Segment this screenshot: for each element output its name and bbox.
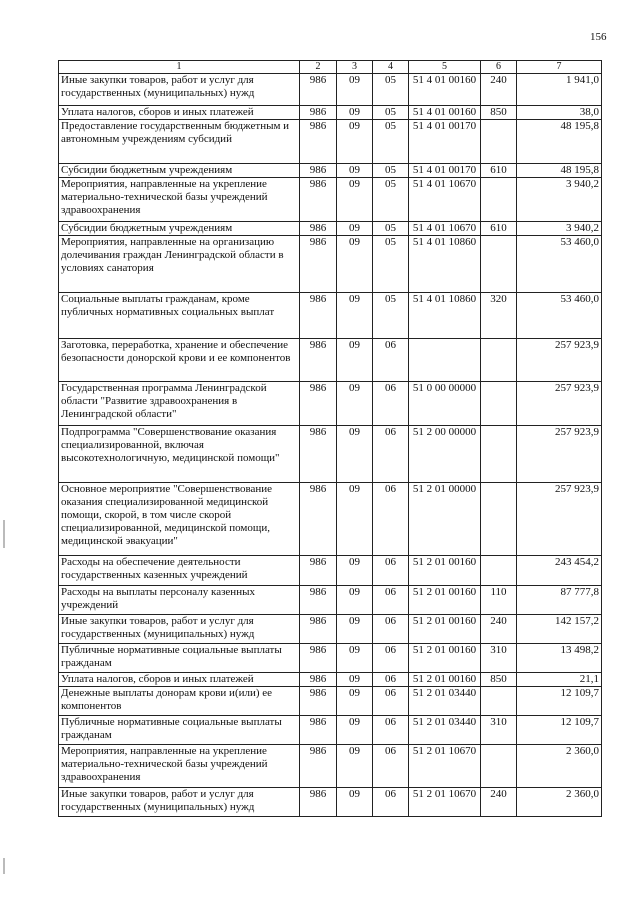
- cell-expense-type: 240: [481, 615, 517, 644]
- cell-expense-type: 610: [481, 222, 517, 236]
- cell-section: 09: [337, 426, 373, 483]
- column-header: 2: [300, 61, 337, 74]
- cell-subsection: 05: [373, 106, 409, 120]
- cell-expense-type: [481, 426, 517, 483]
- column-header: 6: [481, 61, 517, 74]
- table-row: [59, 222, 602, 236]
- cell-section: 09: [337, 745, 373, 788]
- cell-expense-type: [481, 236, 517, 293]
- cell-amount: 243 454,2: [517, 556, 602, 586]
- cell-expense-type: [481, 556, 517, 586]
- row-name: Денежные выплаты донорам крови и(или) ее компонентов: [59, 687, 300, 716]
- row-name: Государственная программа Ленинградской области "Развитие здравоохранения в Ленинградской области": [59, 382, 300, 426]
- cell-subsection: 06: [373, 745, 409, 788]
- cell-admin-code: 986: [300, 178, 337, 222]
- cell-section: 09: [337, 222, 373, 236]
- cell-admin-code: 986: [300, 556, 337, 586]
- cell-target-article: 51 4 01 10860: [409, 293, 481, 339]
- cell-expense-type: [481, 483, 517, 556]
- cell-amount: 257 923,9: [517, 339, 602, 382]
- cell-subsection: 05: [373, 120, 409, 164]
- cell-amount: 12 109,7: [517, 687, 602, 716]
- row-name: Социальные выплаты гражданам, кроме публичных нормативных социальных выплат: [59, 293, 300, 339]
- cell-admin-code: 986: [300, 293, 337, 339]
- page-number: 156: [590, 31, 607, 43]
- cell-admin-code: 986: [300, 339, 337, 382]
- cell-subsection: 05: [373, 164, 409, 178]
- cell-target-article: 51 2 01 00160: [409, 615, 481, 644]
- table-row: [59, 615, 602, 644]
- cell-amount: 38,0: [517, 106, 602, 120]
- cell-target-article: [409, 339, 481, 382]
- cell-amount: 3 940,2: [517, 178, 602, 222]
- cell-expense-type: 110: [481, 586, 517, 615]
- cell-amount: 142 157,2: [517, 615, 602, 644]
- header-row: [59, 61, 602, 74]
- table-row: [59, 644, 602, 673]
- cell-target-article: 51 4 01 00170: [409, 164, 481, 178]
- cell-expense-type: 320: [481, 293, 517, 339]
- cell-amount: 2 360,0: [517, 745, 602, 788]
- cell-amount: 12 109,7: [517, 716, 602, 745]
- cell-expense-type: [481, 339, 517, 382]
- column-header: 7: [517, 61, 602, 74]
- table-row: [59, 426, 602, 483]
- cell-amount: 87 777,8: [517, 586, 602, 615]
- cell-target-article: 51 2 01 00160: [409, 673, 481, 687]
- cell-target-article: 51 2 01 10670: [409, 745, 481, 788]
- cell-admin-code: 986: [300, 687, 337, 716]
- cell-expense-type: 850: [481, 673, 517, 687]
- cell-subsection: 05: [373, 222, 409, 236]
- row-name: Заготовка, переработка, хранение и обеспечение безопасности донорской крови и ее компонентов: [59, 339, 300, 382]
- cell-subsection: 06: [373, 483, 409, 556]
- table-row: [59, 74, 602, 106]
- scan-edge-mark: [3, 520, 5, 548]
- cell-subsection: 05: [373, 293, 409, 339]
- cell-expense-type: 240: [481, 74, 517, 106]
- cell-subsection: 06: [373, 716, 409, 745]
- cell-admin-code: 986: [300, 106, 337, 120]
- column-header: 1: [59, 61, 300, 74]
- cell-admin-code: 986: [300, 164, 337, 178]
- cell-subsection: 06: [373, 615, 409, 644]
- table-row: [59, 687, 602, 716]
- row-name: Субсидии бюджетным учреждениям: [59, 222, 300, 236]
- table-row: [59, 236, 602, 293]
- cell-section: 09: [337, 716, 373, 745]
- cell-expense-type: 310: [481, 644, 517, 673]
- column-header: 3: [337, 61, 373, 74]
- row-name: Иные закупки товаров, работ и услуг для государственных (муниципальных) нужд: [59, 788, 300, 817]
- cell-section: 09: [337, 120, 373, 164]
- row-name: Предоставление государственным бюджетным и автономным учреждениям субсидий: [59, 120, 300, 164]
- cell-section: 09: [337, 644, 373, 673]
- table-row: [59, 106, 602, 120]
- row-name: Расходы на выплаты персоналу казенных учреждений: [59, 586, 300, 615]
- scan-edge-mark: [3, 858, 5, 874]
- cell-expense-type: [481, 745, 517, 788]
- cell-expense-type: 610: [481, 164, 517, 178]
- cell-expense-type: [481, 382, 517, 426]
- cell-admin-code: 986: [300, 222, 337, 236]
- row-name: Публичные нормативные социальные выплаты гражданам: [59, 716, 300, 745]
- column-header: 4: [373, 61, 409, 74]
- cell-target-article: 51 2 01 00160: [409, 586, 481, 615]
- row-name: Публичные нормативные социальные выплаты гражданам: [59, 644, 300, 673]
- cell-amount: 257 923,9: [517, 483, 602, 556]
- cell-expense-type: [481, 120, 517, 164]
- table-row: [59, 293, 602, 339]
- cell-expense-type: 850: [481, 106, 517, 120]
- cell-subsection: 06: [373, 644, 409, 673]
- cell-admin-code: 986: [300, 426, 337, 483]
- cell-subsection: 06: [373, 673, 409, 687]
- cell-target-article: 51 4 01 10670: [409, 178, 481, 222]
- cell-section: 09: [337, 615, 373, 644]
- cell-section: 09: [337, 687, 373, 716]
- cell-section: 09: [337, 556, 373, 586]
- table-row: [59, 483, 602, 556]
- row-name: Мероприятия, направленные на укрепление материально-технической базы учреждений здравоохранения: [59, 178, 300, 222]
- cell-admin-code: 986: [300, 615, 337, 644]
- cell-admin-code: 986: [300, 788, 337, 817]
- cell-section: 09: [337, 339, 373, 382]
- row-name: Основное мероприятие "Совершенствование оказания специализированной медицинской помощи, скорой, в том числе скорой специализированной, медицинской помощи, медицинской эвакуации": [59, 483, 300, 556]
- cell-subsection: 06: [373, 339, 409, 382]
- cell-amount: 2 360,0: [517, 788, 602, 817]
- cell-section: 09: [337, 178, 373, 222]
- table-row: [59, 745, 602, 788]
- cell-admin-code: 986: [300, 483, 337, 556]
- table-row: [59, 120, 602, 164]
- cell-target-article: 51 4 01 00160: [409, 106, 481, 120]
- cell-admin-code: 986: [300, 716, 337, 745]
- cell-subsection: 06: [373, 586, 409, 615]
- cell-amount: 48 195,8: [517, 120, 602, 164]
- cell-target-article: 51 2 01 00160: [409, 644, 481, 673]
- cell-section: 09: [337, 164, 373, 178]
- cell-section: 09: [337, 382, 373, 426]
- cell-admin-code: 986: [300, 586, 337, 615]
- cell-target-article: 51 2 01 00000: [409, 483, 481, 556]
- cell-amount: 48 195,8: [517, 164, 602, 178]
- cell-admin-code: 986: [300, 382, 337, 426]
- cell-section: 09: [337, 293, 373, 339]
- cell-expense-type: [481, 178, 517, 222]
- cell-target-article: 51 4 01 00170: [409, 120, 481, 164]
- cell-target-article: 51 0 00 00000: [409, 382, 481, 426]
- row-name: Иные закупки товаров, работ и услуг для государственных (муниципальных) нужд: [59, 74, 300, 106]
- table-body: [59, 74, 602, 817]
- cell-admin-code: 986: [300, 236, 337, 293]
- row-name: Мероприятия, направленные на организацию долечивания граждан Ленинградской области в условиях санатория: [59, 236, 300, 293]
- cell-amount: 53 460,0: [517, 236, 602, 293]
- cell-target-article: 51 2 01 03440: [409, 687, 481, 716]
- cell-admin-code: 986: [300, 74, 337, 106]
- table-row: [59, 164, 602, 178]
- cell-target-article: 51 4 01 10860: [409, 236, 481, 293]
- cell-target-article: 51 4 01 10670: [409, 222, 481, 236]
- cell-subsection: 05: [373, 178, 409, 222]
- cell-subsection: 06: [373, 426, 409, 483]
- cell-subsection: 06: [373, 687, 409, 716]
- table-row: [59, 586, 602, 615]
- table-row: [59, 556, 602, 586]
- cell-subsection: 05: [373, 236, 409, 293]
- budget-table: [58, 60, 602, 817]
- cell-admin-code: 986: [300, 120, 337, 164]
- table-row: [59, 673, 602, 687]
- row-name: Уплата налогов, сборов и иных платежей: [59, 106, 300, 120]
- cell-expense-type: 310: [481, 716, 517, 745]
- cell-target-article: 51 2 00 00000: [409, 426, 481, 483]
- cell-admin-code: 986: [300, 745, 337, 788]
- cell-target-article: 51 2 01 10670: [409, 788, 481, 817]
- row-name: Субсидии бюджетным учреждениям: [59, 164, 300, 178]
- cell-admin-code: 986: [300, 644, 337, 673]
- row-name: Уплата налогов, сборов и иных платежей: [59, 673, 300, 687]
- row-name: Подпрограмма "Совершенствование оказания специализированной, включая высокотехнологичную, медицинской помощи": [59, 426, 300, 483]
- cell-section: 09: [337, 788, 373, 817]
- cell-amount: 1 941,0: [517, 74, 602, 106]
- table-row: [59, 178, 602, 222]
- table-row: [59, 716, 602, 745]
- cell-section: 09: [337, 586, 373, 615]
- cell-section: 09: [337, 236, 373, 293]
- cell-section: 09: [337, 106, 373, 120]
- cell-target-article: 51 2 01 00160: [409, 556, 481, 586]
- column-header: 5: [409, 61, 481, 74]
- cell-subsection: 06: [373, 382, 409, 426]
- cell-amount: 3 940,2: [517, 222, 602, 236]
- cell-amount: 21,1: [517, 673, 602, 687]
- cell-admin-code: 986: [300, 673, 337, 687]
- cell-expense-type: [481, 687, 517, 716]
- row-name: Мероприятия, направленные на укрепление материально-технической базы учреждений здравоохранения: [59, 745, 300, 788]
- cell-target-article: 51 4 01 00160: [409, 74, 481, 106]
- cell-expense-type: 240: [481, 788, 517, 817]
- table-row: [59, 339, 602, 382]
- cell-subsection: 06: [373, 788, 409, 817]
- cell-amount: 257 923,9: [517, 426, 602, 483]
- row-name: Иные закупки товаров, работ и услуг для государственных (муниципальных) нужд: [59, 615, 300, 644]
- cell-amount: 53 460,0: [517, 293, 602, 339]
- cell-target-article: 51 2 01 03440: [409, 716, 481, 745]
- cell-amount: 257 923,9: [517, 382, 602, 426]
- cell-section: 09: [337, 673, 373, 687]
- row-name: Расходы на обеспечение деятельности государственных казенных учреждений: [59, 556, 300, 586]
- table-row: [59, 382, 602, 426]
- cell-subsection: 05: [373, 74, 409, 106]
- table-row: [59, 788, 602, 817]
- cell-section: 09: [337, 483, 373, 556]
- cell-subsection: 06: [373, 556, 409, 586]
- cell-amount: 13 498,2: [517, 644, 602, 673]
- cell-section: 09: [337, 74, 373, 106]
